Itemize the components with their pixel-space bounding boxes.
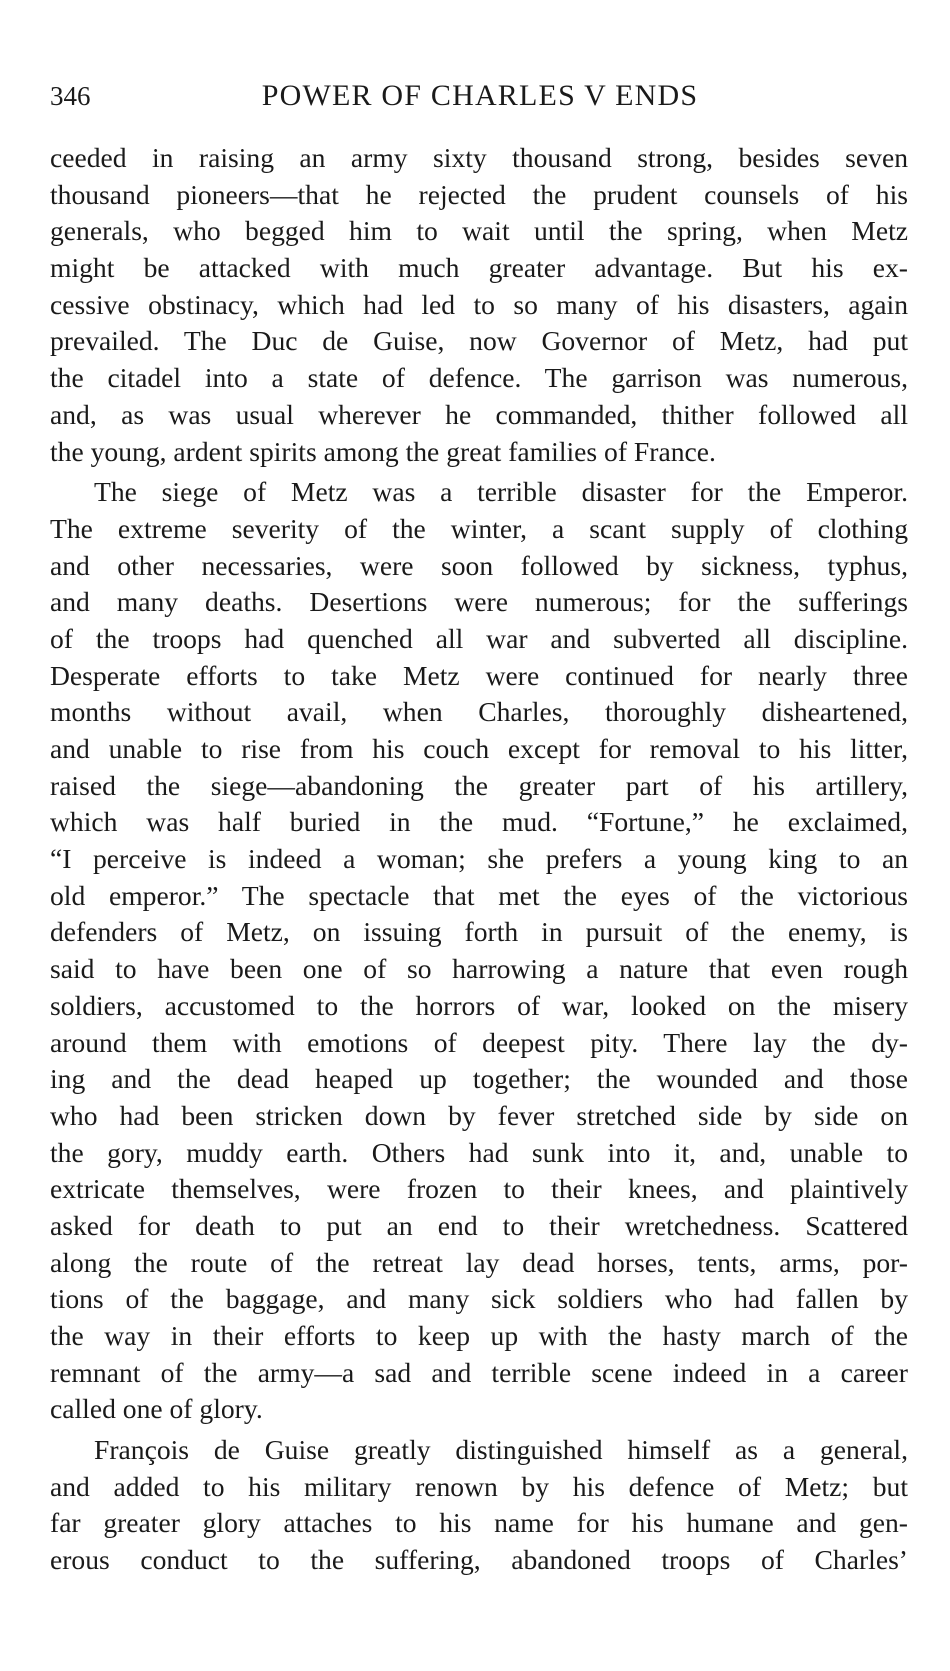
text-line: said to have been one of so harrowing a nature that even rough xyxy=(50,953,908,985)
text-line: thousand pioneers—that he rejected the prudent counsels of his xyxy=(50,178,908,210)
text-line: and added to his military renown by his defence of Metz; but xyxy=(50,1470,908,1502)
text-line: and other necessaries, were soon followed by sickness, typhus, xyxy=(50,549,908,581)
text-line: soldiers, accustomed to the horrors of war, looked on the misery xyxy=(50,989,908,1021)
text-line: extricate themselves, were frozen to their knees, and plaintively xyxy=(50,1173,908,1205)
page-number: 346 xyxy=(50,81,91,111)
body-text xyxy=(50,140,908,1579)
running-title: POWER OF CHARLES V ENDS xyxy=(261,79,699,112)
text-line: remnant of the army—a sad and terrible scene indeed in a career xyxy=(50,1356,908,1388)
text-line: Desperate efforts to take Metz were continued for nearly three xyxy=(50,659,908,691)
text-line: ceeded in raising an army sixty thousand strong, besides seven xyxy=(50,142,908,173)
text-line: which was half buried in the mud. “Fortune,” he exclaimed, xyxy=(50,806,908,838)
text-line: the way in their efforts to keep up with the hasty march of the xyxy=(50,1320,908,1351)
text-line: called one of glory. xyxy=(50,1393,263,1425)
text-line: tions of the baggage, and many sick soldiers who had fallen by xyxy=(50,1283,908,1315)
text-line: asked for death to put an end to their wretchedness. Scattered xyxy=(50,1209,908,1241)
text-line: raised the siege—abandoning the greater part of his artillery, xyxy=(50,769,908,801)
text-line: along the route of the retreat lay dead horses, tents, arms, por- xyxy=(50,1246,908,1278)
text-line: “I perceive is indeed a woman; she prefers a young king to an xyxy=(50,843,908,875)
text-line: The siege of Metz was a terrible disaster for the Emperor. xyxy=(94,476,908,508)
paragraph-1 xyxy=(50,140,908,470)
text-line: who had been stricken down by fever stretched side by side on xyxy=(50,1099,908,1131)
text-line: the citadel into a state of defence. The garrison was numerous, xyxy=(50,362,908,394)
text-line: far greater glory attaches to his name for his humane and gen- xyxy=(50,1507,908,1539)
text-line: ing and the dead heaped up together; the wounded and those xyxy=(50,1063,908,1095)
text-line: defenders of Metz, on issuing forth in pursuit of the enemy, is xyxy=(50,916,908,948)
text-line: The extreme severity of the winter, a scant supply of clothing xyxy=(50,512,908,544)
page-header xyxy=(50,74,900,118)
text-line: and many deaths. Desertions were numerous; for the sufferings xyxy=(50,586,908,618)
text-line: generals, who begged him to wait until the spring, when Metz xyxy=(50,215,908,247)
text-line: and unable to rise from his couch except for removal to his litter, xyxy=(50,733,908,764)
text-line: might be attacked with much greater advantage. But his ex- xyxy=(50,252,908,284)
text-line: around them with emotions of deepest pity. There lay the dy- xyxy=(50,1026,908,1058)
text-line: old emperor.” The spectacle that met the eyes of the victorious xyxy=(50,879,908,911)
text-line: prevailed. The Duc de Guise, now Governor of Metz, had put xyxy=(50,325,908,357)
text-line: erous conduct to the suffering, abandoned troops of Charles’ xyxy=(50,1544,908,1576)
text-line: the gory, muddy earth. Others had sunk into it, and, unable to xyxy=(50,1136,908,1168)
text-line: cessive obstinacy, which had led to so many of his disasters, again xyxy=(50,288,908,320)
text-line: of the troops had quenched all war and subverted all discipline. xyxy=(50,622,908,654)
paragraph-2 xyxy=(50,474,908,1428)
text-line: François de Guise greatly distinguished himself as a general, xyxy=(94,1434,908,1466)
text-line: the young, ardent spirits among the great families of France. xyxy=(50,435,716,467)
text-line: and, as was usual wherever he commanded, thither followed all xyxy=(50,398,908,430)
text-line: months without avail, when Charles, thoroughly disheartened, xyxy=(50,696,908,728)
paragraph-3 xyxy=(50,1432,908,1579)
